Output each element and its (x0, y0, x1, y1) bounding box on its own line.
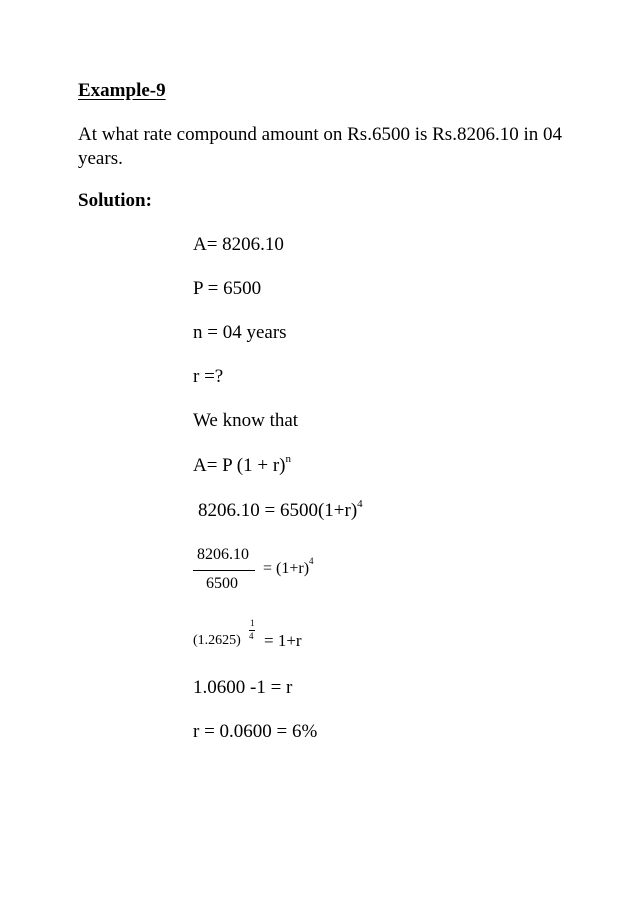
compound-formula (193, 452, 291, 477)
substituted-equation (198, 497, 363, 522)
root-base: (1.2625) (193, 633, 241, 648)
given-amount: A= 8206.10 (193, 234, 284, 255)
formula-base: A= P (1 + r) (193, 455, 286, 476)
fraction-rhs-base: = (1+r) (263, 560, 310, 577)
fraction-numerator: 8206.10 (197, 546, 249, 563)
subtraction-step: 1.0600 -1 = r (193, 677, 293, 698)
example-heading: Example-9 (78, 80, 166, 101)
substituted-base: 8206.10 = 6500(1+r) (198, 500, 358, 521)
substituted-exponent: 4 (357, 497, 363, 510)
root-exponent-numerator: 1 (250, 618, 255, 628)
root-rhs: = 1+r (264, 631, 302, 650)
fraction-rhs (263, 555, 314, 578)
unknown-rate: r =? (193, 366, 224, 387)
solution-label: Solution: (78, 190, 152, 211)
given-principal: P = 6500 (193, 278, 262, 299)
final-answer: r = 0.0600 = 6% (193, 721, 318, 742)
given-years: n = 04 years (193, 322, 287, 343)
fraction-denominator: 6500 (206, 575, 238, 592)
fraction-bar (193, 570, 255, 571)
root-exponent-denominator: 4 (249, 631, 254, 641)
we-know-that: We know that (193, 410, 299, 431)
formula-exponent: n (285, 452, 291, 465)
question-text: At what rate compound amount on Rs.6500 is Rs.8206.10 in 04 years. (78, 124, 562, 169)
fraction-rhs-exponent: 4 (309, 555, 314, 566)
